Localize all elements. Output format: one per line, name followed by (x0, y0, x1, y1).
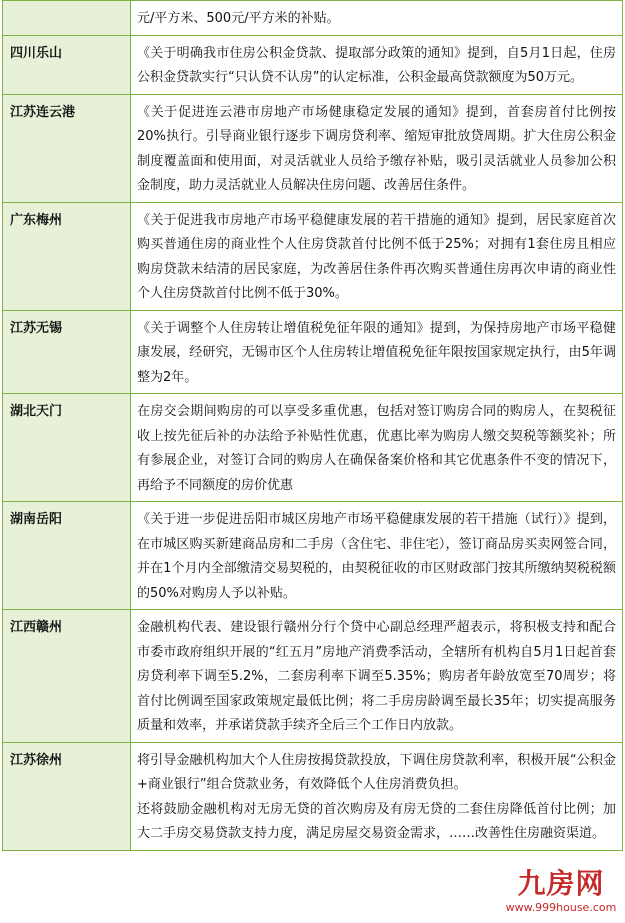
city-cell (3, 1, 131, 36)
policy-paragraph: 《关于进一步促进岳阳市城区房地产市场平稳健康发展的若干措施（试行）》提到，在市城区购买新建商品房和二手房（含住宅、非住宅），签订商品房买卖网签合同，并在1个月内全部缴清交易契税的，由契税征收的市区财政部门按其所缴纳契税税额的50%对购房人予以补贴。 (137, 512, 616, 601)
table-row (3, 502, 623, 610)
policy-text-cell (131, 1, 623, 36)
policy-text-cell (131, 742, 623, 850)
table-row (3, 742, 623, 850)
table-row (3, 1, 623, 36)
city-cell: 广东梅州 (3, 202, 131, 310)
city-cell: 四川乐山 (3, 35, 131, 94)
watermark-logo: 九房网 (517, 867, 605, 900)
table-row (3, 94, 623, 202)
policy-paragraph: 《关于促进连云港市房地产市场健康稳定发展的通知》提到，首套房首付比例按20%执行。引导商业银行逐步下调房贷利率、缩短审批放贷周期。扩大住房公积金制度覆盖面和使用面，对灵活就业人员给予缴存补贴，吸引灵活就业人员参加公积金制度，助力灵活就业人员解决住房问题、改善居住条件。 (137, 104, 616, 193)
city-cell: 江苏无锡 (3, 310, 131, 394)
policy-text-cell (131, 502, 623, 610)
policy-paragraph: 元/平方米、500元/平方米的补贴。 (137, 11, 340, 26)
table-row (3, 202, 623, 310)
city-cell: 江苏徐州 (3, 742, 131, 850)
policy-text-cell (131, 394, 623, 502)
policy-paragraph: 《关于明确我市住房公积金贷款、提取部分政策的通知》提到，自5月1日起，住房公积金贷款实行“只认贷不认房”的认定标准，公积金最高贷款额度为50万元。 (137, 45, 616, 85)
policy-paragraph: 《关于调整个人住房转让增值税免征年限的通知》提到，为保持房地产市场平稳健康发展，经研究，无锡市区个人住房转让增值税免征年限按国家规定执行，由5年调整为2年。 (137, 320, 616, 385)
city-cell: 湖南岳阳 (3, 502, 131, 610)
city-cell: 江苏连云港 (3, 94, 131, 202)
policy-paragraph: 在房交会期间购房的可以享受多重优惠，包括对签订购房合同的购房人，在契税征收上按先征后补的办法给予补贴性优惠，优惠比率为购房人缴交契税等额奖补；所有参展企业，对签订合同的购房人在确保备案价格和其它优惠条件不变的情况下，再给予不同额度的房价优惠 (137, 404, 616, 493)
housing-policy-table (2, 0, 623, 851)
city-cell: 江西赣州 (3, 610, 131, 743)
policy-text-cell (131, 610, 623, 743)
policy-text-cell (131, 94, 623, 202)
city-cell: 湖北天门 (3, 394, 131, 502)
policy-paragraph: 还将鼓励金融机构对无房无贷的首次购房及有房无贷的二套住房降低首付比例；加大二手房交易贷款支持力度，满足房屋交易资金需求，……改善性住房融资渠道。 (137, 801, 616, 841)
watermark-url: www.999house.com (505, 901, 617, 914)
table-row (3, 394, 623, 502)
policy-paragraph: 《关于促进我市房地产市场平稳健康发展的若干措施的通知》提到，居民家庭首次购买普通住房的商业性个人住房贷款首付比例不低于25%；对拥有1套住房且相应购房贷款未结清的居民家庭，为改善居住条件再次购买普通住房再次申请的商业性个人住房贷款首付比例不低于30%。 (137, 212, 616, 301)
table-row (3, 310, 623, 394)
policy-text-cell (131, 202, 623, 310)
policy-paragraph: 金融机构代表、建设银行赣州分行个贷中心副总经理严超表示，将积极支持和配合市委市政府组织开展的“红五月”房地产消费季活动，全辖所有机构自5月1日起首套房贷利率下调至5.2%，二套房利率下调至5.35%；购房者年龄放宽至70周岁；将首付比例调至国家政策规定最低比例；将二手房房龄调至最长35年；切实提高服务质量和效率，并承诺贷款手续齐全后三个工作日内放款。 (137, 620, 616, 733)
table-row (3, 610, 623, 743)
table-row (3, 35, 623, 94)
site-watermark (501, 867, 621, 921)
policy-text-cell (131, 35, 623, 94)
policy-paragraph: 将引导金融机构加大个人住房按揭贷款投放，下调住房贷款利率，积极开展“公积金+商业银行”组合贷款业务，有效降低个人住房消费负担。 (137, 752, 616, 792)
policy-text-cell (131, 310, 623, 394)
